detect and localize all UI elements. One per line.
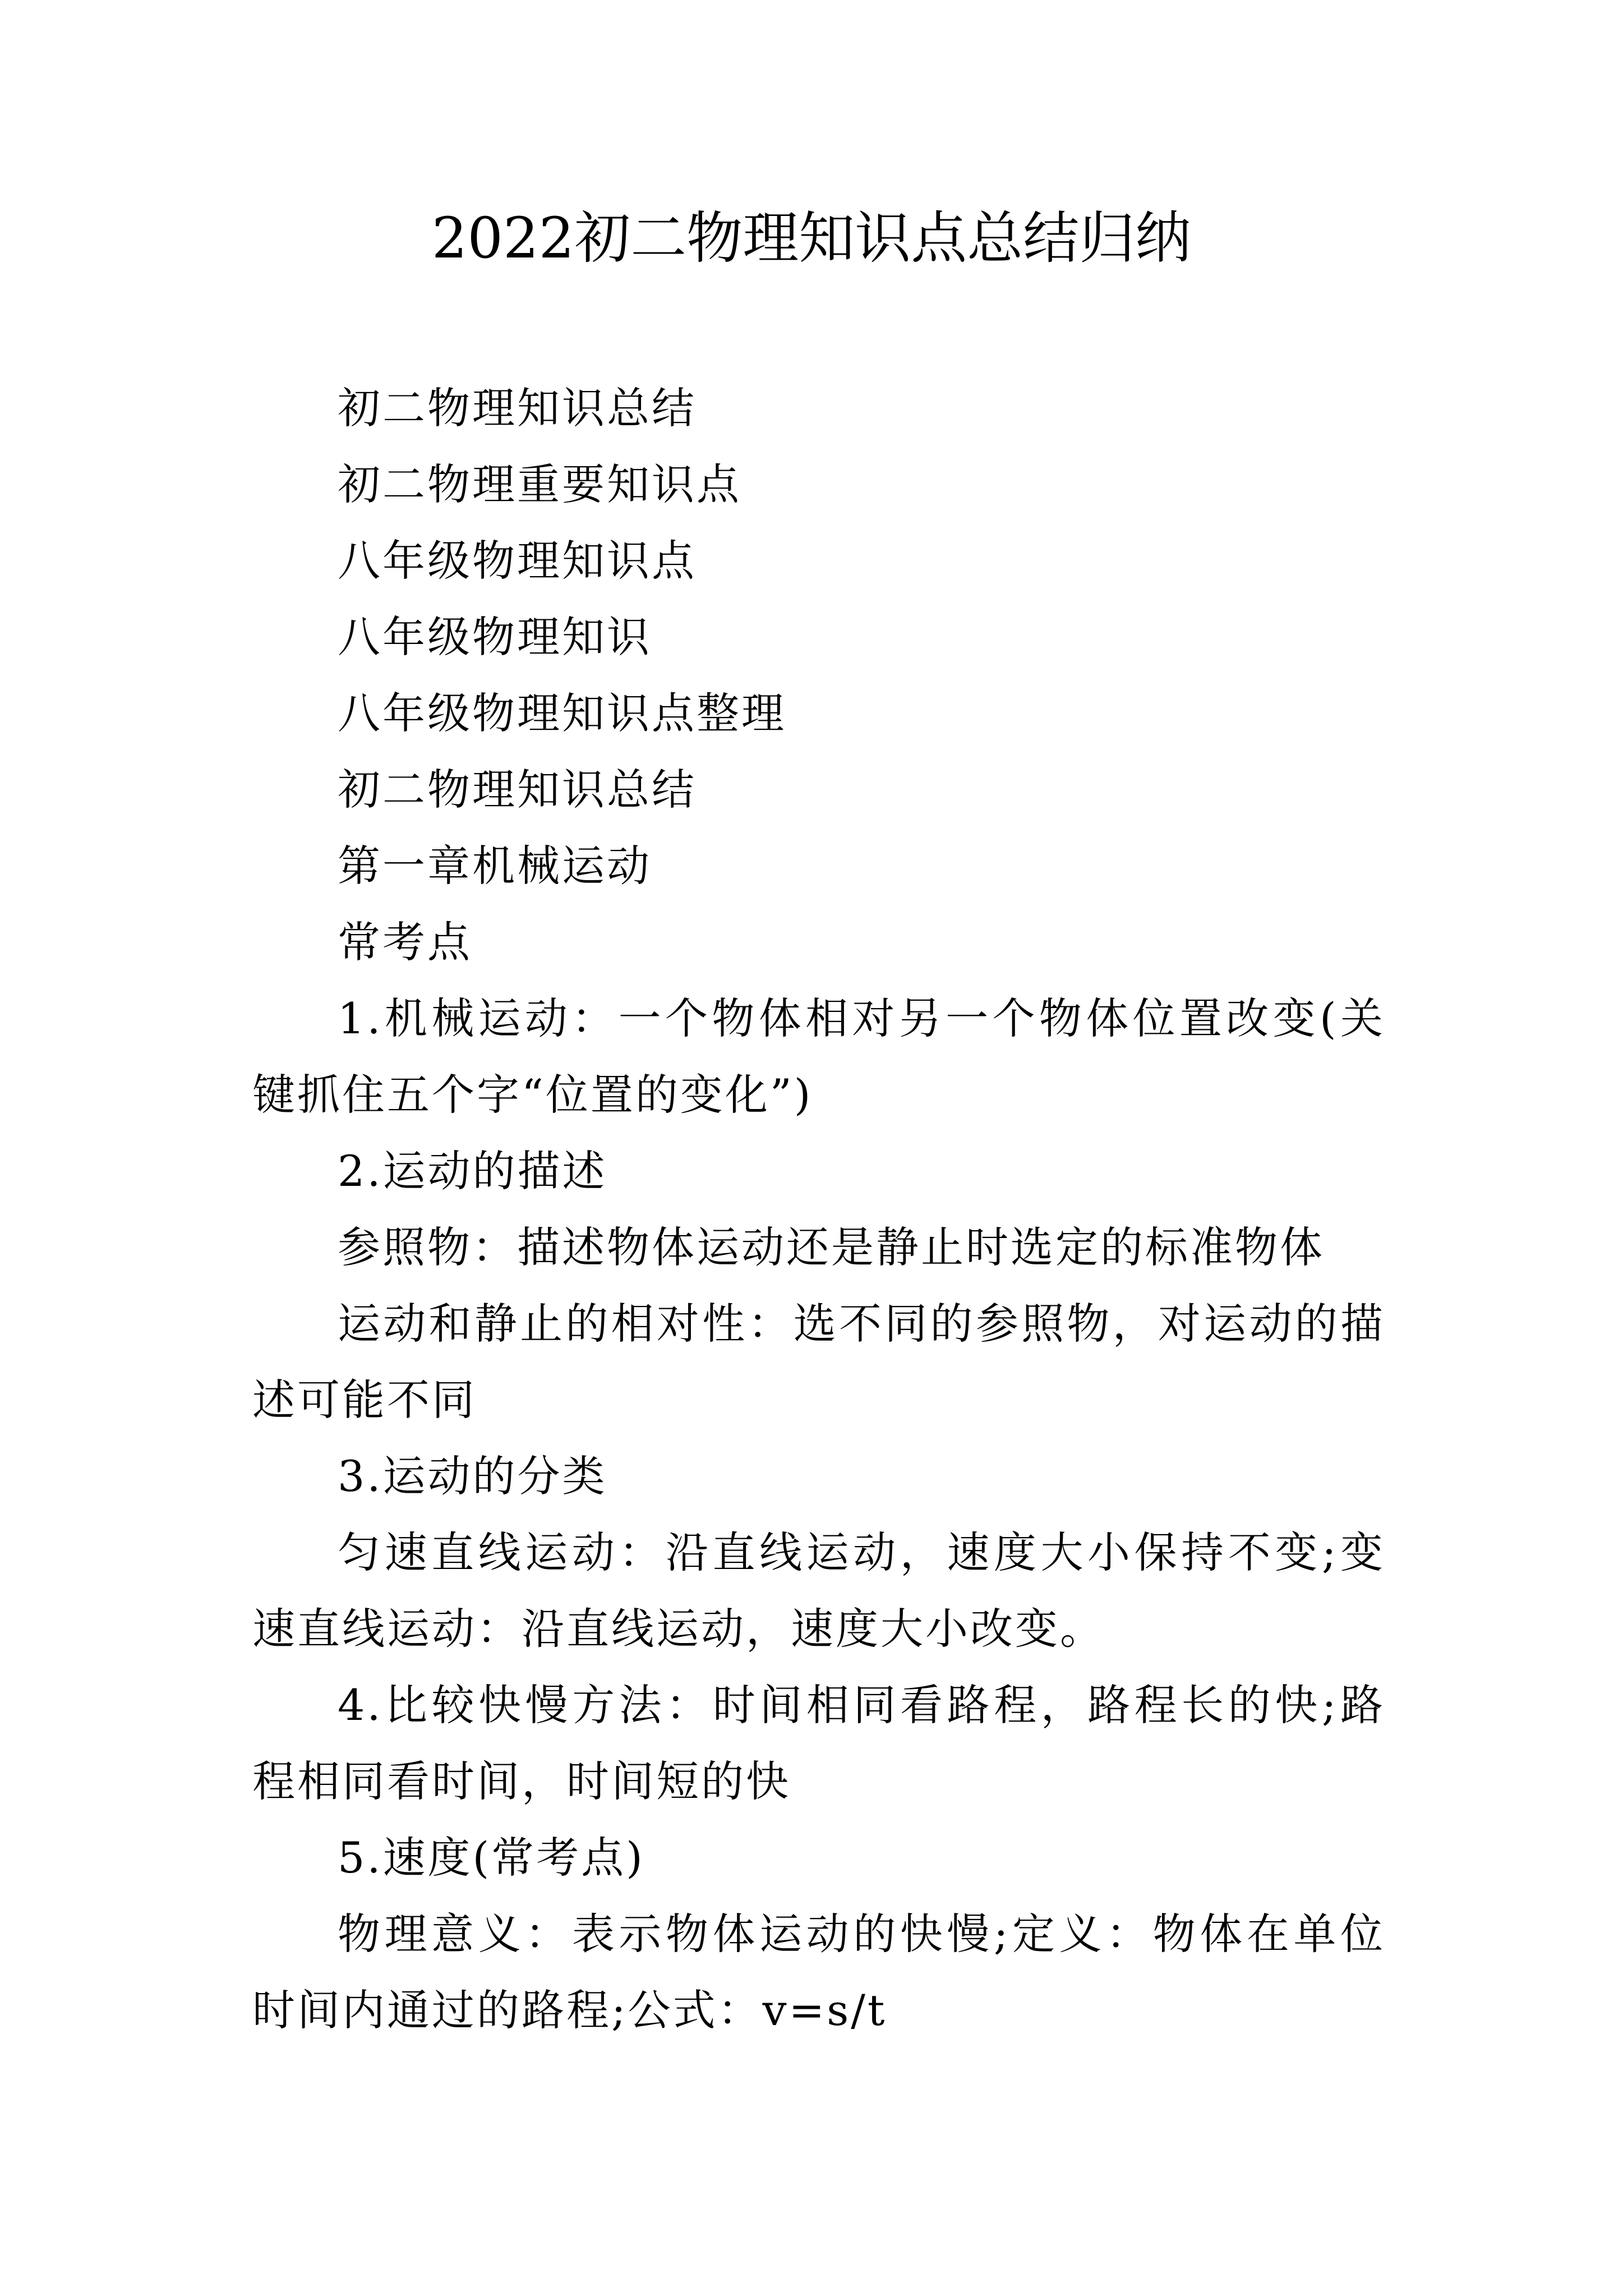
document-title: 2022初二物理知识点总结归纳: [431, 205, 1192, 271]
paragraph: 匀速直线运动：沿直线运动，速度大小保持不变;变速直线运动：沿直线运动，速度大小改变。: [252, 1527, 1385, 1654]
paragraph: 八年级物理知识点整理: [338, 688, 786, 738]
paragraph: 物理意义：表示物体运动的快慢;定义：物体在单位时间内通过的路程;公式：v=s/t: [252, 1909, 1385, 2035]
paragraph: 4.比较快慢方法：时间相同看路程，路程长的快;路程相同看时间，时间短的快: [252, 1680, 1385, 1806]
section-heading: 3.运动的分类: [338, 1451, 607, 1501]
section-heading: 2.运动的描述: [338, 1146, 607, 1196]
paragraph: 初二物理知识总结: [338, 765, 697, 815]
paragraph: 运动和静止的相对性：选不同的参照物，对运动的描述可能不同: [252, 1299, 1385, 1425]
paragraph: 1.机械运动：一个物体相对另一个物体位置改变(关键抓住五个字“位置的变化”): [252, 993, 1385, 1120]
paragraph: 参照物：描述物体运动还是静止时选定的标准物体: [338, 1222, 1325, 1272]
chapter-heading: 第一章机械运动: [338, 841, 652, 891]
section-heading: 5.速度(常考点): [338, 1833, 645, 1883]
section-heading: 常考点: [338, 917, 472, 967]
paragraph: 初二物理重要知识点: [338, 459, 741, 509]
paragraph: 八年级物理知识: [338, 612, 652, 662]
paragraph: 八年级物理知识点: [338, 536, 697, 586]
document-body: [252, 370, 1385, 2049]
paragraph: 初二物理知识总结: [338, 383, 697, 433]
